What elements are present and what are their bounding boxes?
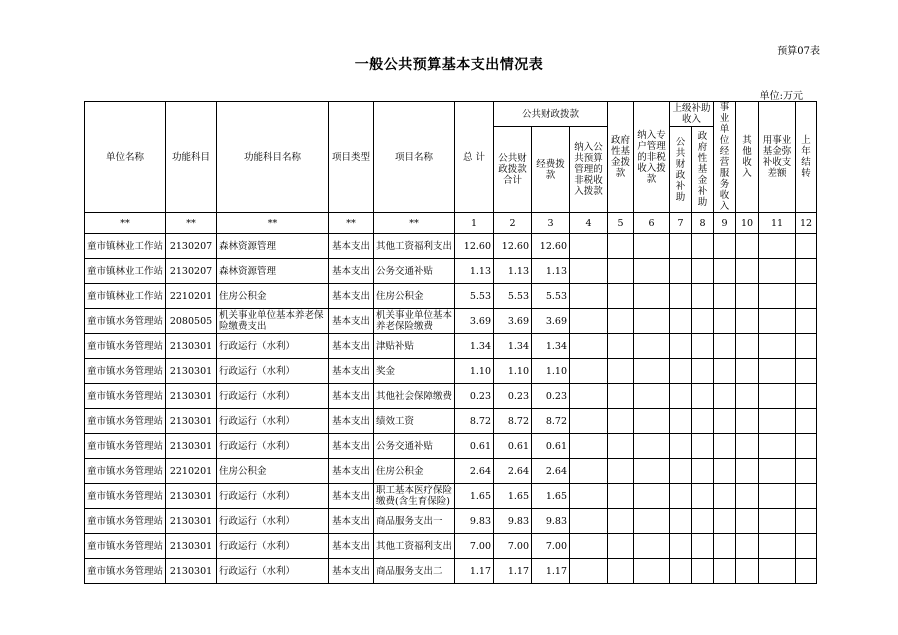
- func-name-cell: 行政运行（水利）: [217, 359, 329, 384]
- empty-cell: [759, 459, 796, 484]
- pf-funds-cell: 1.65: [532, 484, 570, 509]
- empty-cell: [692, 434, 714, 459]
- table-row: [85, 484, 817, 509]
- func-code-cell: 2130207: [166, 234, 217, 259]
- hdr-total: 总 计: [455, 102, 494, 213]
- empty-cell: [759, 484, 796, 509]
- empty-cell: [759, 509, 796, 534]
- empty-cell: [692, 234, 714, 259]
- pf-total-cell: 9.83: [494, 509, 532, 534]
- unit-name-cell: 童市镇水务管理站: [85, 359, 166, 384]
- pf-total-cell: 2.64: [494, 459, 532, 484]
- empty-cell: [670, 234, 692, 259]
- empty-cell: [736, 234, 759, 259]
- empty-cell: [796, 284, 817, 309]
- total-cell: 0.23: [455, 384, 494, 409]
- table-row: [85, 409, 817, 434]
- empty-cell: [736, 534, 759, 559]
- column-number: 3: [532, 213, 570, 234]
- empty-cell: [714, 284, 736, 309]
- empty-cell: [608, 284, 634, 309]
- proj-type-cell: 基本支出: [329, 284, 374, 309]
- empty-cell: [692, 534, 714, 559]
- column-number: 6: [634, 213, 670, 234]
- proj-type-cell: 基本支出: [329, 509, 374, 534]
- empty-cell: [670, 359, 692, 384]
- column-number: 11: [759, 213, 796, 234]
- empty-cell: [608, 459, 634, 484]
- pf-total-cell: 0.23: [494, 384, 532, 409]
- func-code-cell: 2130301: [166, 434, 217, 459]
- proj-name-cell: 商品服务支出一: [374, 509, 455, 534]
- empty-cell: [570, 259, 608, 284]
- empty-cell: [714, 234, 736, 259]
- empty-cell: [670, 459, 692, 484]
- func-code-cell: 2130301: [166, 484, 217, 509]
- func-code-cell: 2130301: [166, 534, 217, 559]
- empty-cell: [692, 459, 714, 484]
- empty-cell: [634, 409, 670, 434]
- table-row: [85, 509, 817, 534]
- proj-name-cell: 其他工资福利支出: [374, 534, 455, 559]
- empty-cell: [714, 434, 736, 459]
- column-number: 9: [714, 213, 736, 234]
- empty-cell: [634, 484, 670, 509]
- empty-cell: [670, 559, 692, 584]
- empty-cell: [608, 559, 634, 584]
- func-name-cell: 行政运行（水利）: [217, 534, 329, 559]
- unit-name-cell: 童市镇林业工作站: [85, 259, 166, 284]
- hdr-fund-gap: 用事业基金弥补收支差额: [759, 102, 796, 213]
- empty-cell: [796, 409, 817, 434]
- func-name-cell: 行政运行（水利）: [217, 334, 329, 359]
- func-code-cell: 2080505: [166, 309, 217, 334]
- hdr-proj-name: 项目名称: [374, 102, 455, 213]
- proj-type-cell: 基本支出: [329, 559, 374, 584]
- empty-cell: [570, 334, 608, 359]
- table-row: [85, 534, 817, 559]
- pf-funds-cell: 3.69: [532, 309, 570, 334]
- proj-type-cell: 基本支出: [329, 459, 374, 484]
- empty-cell: [736, 334, 759, 359]
- pf-total-cell: 7.00: [494, 534, 532, 559]
- func-name-cell: 行政运行（水利）: [217, 409, 329, 434]
- empty-cell: [714, 384, 736, 409]
- proj-name-cell: 津贴补贴: [374, 334, 455, 359]
- empty-cell: [634, 559, 670, 584]
- empty-cell: [736, 284, 759, 309]
- empty-cell: [692, 559, 714, 584]
- hdr-other-income: 其他收入: [736, 102, 759, 213]
- empty-cell: [796, 309, 817, 334]
- empty-cell: [570, 409, 608, 434]
- pf-total-cell: 5.53: [494, 284, 532, 309]
- pf-funds-cell: 1.17: [532, 559, 570, 584]
- empty-cell: [759, 409, 796, 434]
- empty-cell: [736, 484, 759, 509]
- table-row: [85, 434, 817, 459]
- proj-type-cell: 基本支出: [329, 334, 374, 359]
- empty-cell: [670, 509, 692, 534]
- empty-cell: [634, 334, 670, 359]
- empty-cell: [736, 359, 759, 384]
- empty-cell: [670, 259, 692, 284]
- empty-cell: [608, 434, 634, 459]
- hdr-func-code: 功能科目: [166, 102, 217, 213]
- empty-cell: [759, 334, 796, 359]
- form-code: 预算07表: [777, 46, 820, 57]
- hdr-carryover: 上年结转: [796, 102, 817, 213]
- empty-cell: [570, 434, 608, 459]
- empty-cell: [736, 384, 759, 409]
- hdr-public-fiscal: 公共财政拨款: [494, 102, 608, 127]
- func-name-cell: 行政运行（水利）: [217, 509, 329, 534]
- proj-name-cell: 绩效工资: [374, 409, 455, 434]
- pf-total-cell: 1.13: [494, 259, 532, 284]
- empty-cell: [570, 384, 608, 409]
- proj-name-cell: 机关事业单位基本养老保险缴费: [374, 309, 455, 334]
- empty-cell: [714, 509, 736, 534]
- page-title: 一般公共预算基本支出情况表: [354, 57, 544, 73]
- unit-name-cell: 童市镇水务管理站: [85, 459, 166, 484]
- empty-cell: [670, 409, 692, 434]
- unit-name-cell: 童市镇水务管理站: [85, 384, 166, 409]
- pf-total-cell: 1.10: [494, 359, 532, 384]
- pf-funds-cell: 0.23: [532, 384, 570, 409]
- proj-type-cell: 基本支出: [329, 534, 374, 559]
- func-name-cell: 行政运行（水利）: [217, 434, 329, 459]
- table-row: [85, 559, 817, 584]
- func-code-cell: 2130301: [166, 409, 217, 434]
- pf-total-cell: 0.61: [494, 434, 532, 459]
- column-number: **: [166, 213, 217, 234]
- total-cell: 9.83: [455, 509, 494, 534]
- total-cell: 8.72: [455, 409, 494, 434]
- func-name-cell: 住房公积金: [217, 459, 329, 484]
- hdr-special-nontax: 纳入专户管理的非税收入拨款: [634, 102, 670, 213]
- column-number: 12: [796, 213, 817, 234]
- empty-cell: [570, 309, 608, 334]
- unit-name-cell: 童市镇水务管理站: [85, 484, 166, 509]
- proj-type-cell: 基本支出: [329, 409, 374, 434]
- unit-name-cell: 童市镇水务管理站: [85, 334, 166, 359]
- pf-funds-cell: 7.00: [532, 534, 570, 559]
- empty-cell: [634, 434, 670, 459]
- empty-cell: [714, 309, 736, 334]
- func-name-cell: 行政运行（水利）: [217, 484, 329, 509]
- func-name-cell: 住房公积金: [217, 284, 329, 309]
- proj-type-cell: 基本支出: [329, 434, 374, 459]
- empty-cell: [796, 434, 817, 459]
- hdr-pf-funds: 经费拨款: [532, 127, 570, 213]
- empty-cell: [692, 509, 714, 534]
- empty-cell: [608, 234, 634, 259]
- empty-cell: [570, 509, 608, 534]
- pf-funds-cell: 2.64: [532, 459, 570, 484]
- empty-cell: [692, 284, 714, 309]
- func-name-cell: 行政运行（水利）: [217, 384, 329, 409]
- proj-name-cell: 住房公积金: [374, 284, 455, 309]
- pf-total-cell: 1.65: [494, 484, 532, 509]
- hdr-gov-fund: 政府性基金拨款: [608, 102, 634, 213]
- table-row: [85, 384, 817, 409]
- func-code-cell: 2130301: [166, 384, 217, 409]
- empty-cell: [608, 309, 634, 334]
- empty-cell: [714, 559, 736, 584]
- proj-type-cell: 基本支出: [329, 234, 374, 259]
- hdr-func-name: 功能科目名称: [217, 102, 329, 213]
- hdr-pf-nontax: 纳入公共预算管理的非税收入拨款: [570, 127, 608, 213]
- column-number: 10: [736, 213, 759, 234]
- empty-cell: [714, 259, 736, 284]
- pf-funds-cell: 8.72: [532, 409, 570, 434]
- proj-name-cell: 住房公积金: [374, 459, 455, 484]
- budget-table: [84, 101, 817, 584]
- proj-name-cell: 公务交通补贴: [374, 434, 455, 459]
- hdr-business-income: 事业单位经营服务收入: [714, 102, 736, 213]
- total-cell: 0.61: [455, 434, 494, 459]
- func-name-cell: 行政运行（水利）: [217, 559, 329, 584]
- pf-total-cell: 3.69: [494, 309, 532, 334]
- empty-cell: [796, 534, 817, 559]
- pf-funds-cell: 9.83: [532, 509, 570, 534]
- unit-name-cell: 童市镇水务管理站: [85, 559, 166, 584]
- hdr-proj-type: 项目类型: [329, 102, 374, 213]
- empty-cell: [608, 534, 634, 559]
- empty-cell: [692, 384, 714, 409]
- pf-funds-cell: 12.60: [532, 234, 570, 259]
- func-code-cell: 2210201: [166, 459, 217, 484]
- func-name-cell: 机关事业单位基本养老保险缴费支出: [217, 309, 329, 334]
- empty-cell: [714, 534, 736, 559]
- total-cell: 1.17: [455, 559, 494, 584]
- table-row: [85, 309, 817, 334]
- total-cell: 12.60: [455, 234, 494, 259]
- column-number: 1: [455, 213, 494, 234]
- pf-funds-cell: 1.13: [532, 259, 570, 284]
- table-row: [85, 459, 817, 484]
- empty-cell: [608, 509, 634, 534]
- func-code-cell: 2130207: [166, 259, 217, 284]
- empty-cell: [736, 459, 759, 484]
- empty-cell: [692, 484, 714, 509]
- empty-cell: [634, 534, 670, 559]
- column-number: 4: [570, 213, 608, 234]
- column-number-row: [85, 213, 817, 234]
- empty-cell: [670, 484, 692, 509]
- unit-name-cell: 童市镇水务管理站: [85, 309, 166, 334]
- column-number: 8: [692, 213, 714, 234]
- func-name-cell: 森林资源管理: [217, 259, 329, 284]
- unit-name-cell: 童市镇水务管理站: [85, 509, 166, 534]
- empty-cell: [570, 359, 608, 384]
- proj-name-cell: 公务交通补贴: [374, 259, 455, 284]
- empty-cell: [570, 459, 608, 484]
- empty-cell: [796, 334, 817, 359]
- func-code-cell: 2210201: [166, 284, 217, 309]
- empty-cell: [692, 259, 714, 284]
- empty-cell: [670, 434, 692, 459]
- empty-cell: [736, 509, 759, 534]
- total-cell: 2.64: [455, 459, 494, 484]
- empty-cell: [634, 509, 670, 534]
- total-cell: 1.13: [455, 259, 494, 284]
- empty-cell: [634, 359, 670, 384]
- column-number: 7: [670, 213, 692, 234]
- empty-cell: [796, 459, 817, 484]
- empty-cell: [736, 559, 759, 584]
- func-code-cell: 2130301: [166, 334, 217, 359]
- table-row: [85, 234, 817, 259]
- empty-cell: [570, 534, 608, 559]
- column-number: **: [329, 213, 374, 234]
- total-cell: 5.53: [455, 284, 494, 309]
- empty-cell: [796, 484, 817, 509]
- unit-name-cell: 童市镇林业工作站: [85, 234, 166, 259]
- empty-cell: [570, 234, 608, 259]
- hdr-us-govfund: 政府性基金补助: [692, 127, 714, 213]
- table-row: [85, 334, 817, 359]
- column-number: **: [217, 213, 329, 234]
- column-number: 5: [608, 213, 634, 234]
- unit-name-cell: 童市镇水务管理站: [85, 534, 166, 559]
- empty-cell: [670, 284, 692, 309]
- empty-cell: [608, 484, 634, 509]
- proj-name-cell: 其他工资福利支出: [374, 234, 455, 259]
- total-cell: 1.34: [455, 334, 494, 359]
- empty-cell: [692, 309, 714, 334]
- unit-name-cell: 童市镇水务管理站: [85, 434, 166, 459]
- empty-cell: [670, 334, 692, 359]
- proj-type-cell: 基本支出: [329, 359, 374, 384]
- unit-name-cell: 童市镇林业工作站: [85, 284, 166, 309]
- total-cell: 1.65: [455, 484, 494, 509]
- empty-cell: [796, 359, 817, 384]
- unit-name-cell: 童市镇水务管理站: [85, 409, 166, 434]
- empty-cell: [692, 409, 714, 434]
- func-code-cell: 2130301: [166, 359, 217, 384]
- empty-cell: [759, 284, 796, 309]
- table-row: [85, 359, 817, 384]
- empty-cell: [714, 484, 736, 509]
- empty-cell: [736, 434, 759, 459]
- empty-cell: [692, 359, 714, 384]
- proj-type-cell: 基本支出: [329, 309, 374, 334]
- pf-funds-cell: 0.61: [532, 434, 570, 459]
- empty-cell: [570, 284, 608, 309]
- empty-cell: [759, 434, 796, 459]
- empty-cell: [608, 409, 634, 434]
- total-cell: 1.10: [455, 359, 494, 384]
- empty-cell: [714, 409, 736, 434]
- empty-cell: [736, 309, 759, 334]
- pf-total-cell: 1.17: [494, 559, 532, 584]
- empty-cell: [634, 284, 670, 309]
- empty-cell: [759, 259, 796, 284]
- empty-cell: [570, 484, 608, 509]
- empty-cell: [670, 534, 692, 559]
- empty-cell: [759, 534, 796, 559]
- func-code-cell: 2130301: [166, 559, 217, 584]
- empty-cell: [634, 234, 670, 259]
- empty-cell: [759, 384, 796, 409]
- empty-cell: [634, 309, 670, 334]
- total-cell: 3.69: [455, 309, 494, 334]
- empty-cell: [796, 509, 817, 534]
- pf-funds-cell: 5.53: [532, 284, 570, 309]
- column-number: **: [85, 213, 166, 234]
- proj-type-cell: 基本支出: [329, 384, 374, 409]
- proj-name-cell: 职工基本医疗保险缴费(含生育保险): [374, 484, 455, 509]
- empty-cell: [736, 259, 759, 284]
- empty-cell: [714, 359, 736, 384]
- empty-cell: [692, 334, 714, 359]
- empty-cell: [670, 309, 692, 334]
- empty-cell: [759, 559, 796, 584]
- proj-type-cell: 基本支出: [329, 484, 374, 509]
- empty-cell: [759, 359, 796, 384]
- unit-label: 单位:万元: [759, 91, 803, 102]
- empty-cell: [608, 334, 634, 359]
- empty-cell: [714, 334, 736, 359]
- pf-funds-cell: 1.10: [532, 359, 570, 384]
- hdr-us-public: 公共财政补助: [670, 127, 692, 213]
- column-number: **: [374, 213, 455, 234]
- pf-funds-cell: 1.34: [532, 334, 570, 359]
- empty-cell: [796, 384, 817, 409]
- pf-total-cell: 12.60: [494, 234, 532, 259]
- table-row: [85, 284, 817, 309]
- empty-cell: [608, 359, 634, 384]
- total-cell: 7.00: [455, 534, 494, 559]
- empty-cell: [608, 384, 634, 409]
- func-name-cell: 森林资源管理: [217, 234, 329, 259]
- proj-name-cell: 奖金: [374, 359, 455, 384]
- empty-cell: [670, 384, 692, 409]
- pf-total-cell: 1.34: [494, 334, 532, 359]
- proj-type-cell: 基本支出: [329, 259, 374, 284]
- table-row: [85, 259, 817, 284]
- empty-cell: [796, 234, 817, 259]
- empty-cell: [796, 259, 817, 284]
- empty-cell: [634, 459, 670, 484]
- empty-cell: [759, 234, 796, 259]
- empty-cell: [759, 309, 796, 334]
- hdr-pf-total: 公共财政拨款合计: [494, 127, 532, 213]
- empty-cell: [634, 259, 670, 284]
- column-number: 2: [494, 213, 532, 234]
- empty-cell: [570, 559, 608, 584]
- hdr-unit-name: 单位名称: [85, 102, 166, 213]
- pf-total-cell: 8.72: [494, 409, 532, 434]
- empty-cell: [736, 409, 759, 434]
- hdr-upper-subsidy: 上级补助收入: [670, 102, 714, 127]
- func-code-cell: 2130301: [166, 509, 217, 534]
- empty-cell: [634, 384, 670, 409]
- empty-cell: [608, 259, 634, 284]
- proj-name-cell: 其他社会保障缴费: [374, 384, 455, 409]
- empty-cell: [714, 459, 736, 484]
- proj-name-cell: 商品服务支出二: [374, 559, 455, 584]
- empty-cell: [796, 559, 817, 584]
